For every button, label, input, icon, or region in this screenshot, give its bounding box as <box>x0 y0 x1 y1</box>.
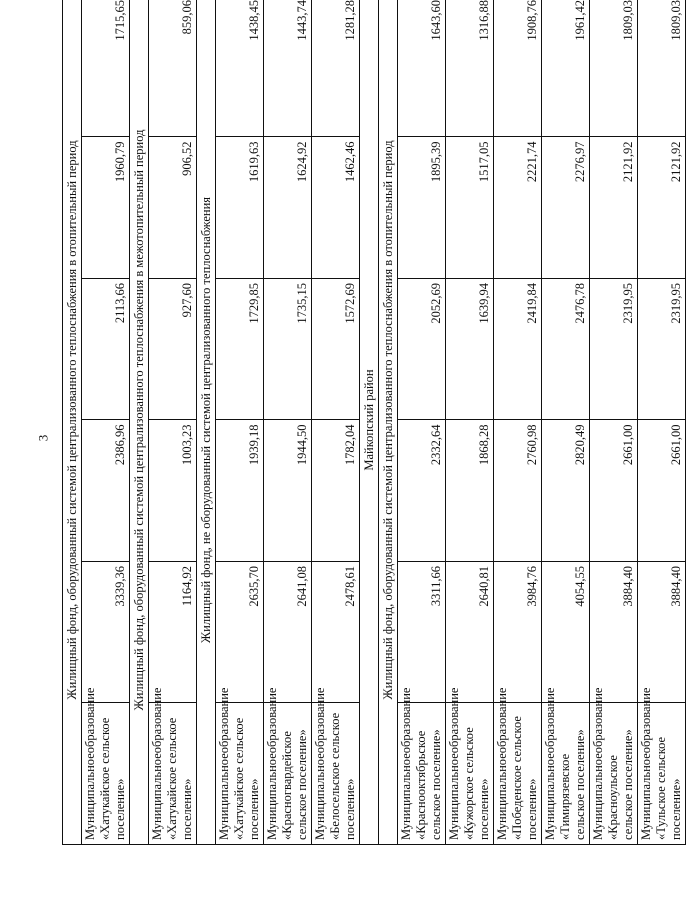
table-row <box>216 0 264 845</box>
rotated-table-container <box>62 0 683 845</box>
section-title: Жилищный фонд, оборудованный системой централизованного теплоснабжения в отопительный период <box>379 0 398 845</box>
name-word: образование <box>639 687 653 754</box>
value-cell: 2121,92 <box>638 137 686 279</box>
name-word: образование <box>83 687 97 754</box>
value-cell: 1643,60 <box>398 0 446 137</box>
value-cell: 1443,74 <box>264 0 312 137</box>
name-word: образование <box>447 687 461 754</box>
section-title: Жилищный фонд, оборудованный системой централизованного теплоснабжения в отопительный период <box>63 0 82 845</box>
name-word: Муниципальное <box>591 753 605 840</box>
section-header-row <box>130 0 149 845</box>
value-cell: 2661,00 <box>590 420 638 562</box>
value-cell: 2476,78 <box>542 279 590 421</box>
value-cell: 2121,92 <box>590 137 638 279</box>
value-cell: 2221,74 <box>494 137 542 279</box>
value-cell: 2386,96 <box>82 420 130 562</box>
value-cell: 2276,97 <box>542 137 590 279</box>
value-cell: 2661,00 <box>638 420 686 562</box>
name-word: образование <box>265 687 279 754</box>
value-cell: 1729,85 <box>216 279 264 421</box>
table-row <box>149 0 197 845</box>
value-cell: 1809,03 <box>590 0 638 137</box>
value-cell: 859,06 <box>149 0 197 137</box>
section-title: Жилищный фонд, оборудованный системой централизованного теплоснабжения в межотопительный период <box>130 0 149 845</box>
value-cell: 2052,69 <box>398 279 446 421</box>
value-cell: 2760,98 <box>494 420 542 562</box>
municipality-name-cell <box>638 687 686 845</box>
section-header-row <box>63 0 82 845</box>
name-word: Муниципальное <box>543 753 557 840</box>
value-cell: 1316,88 <box>446 0 494 137</box>
name-word: образование <box>399 687 413 754</box>
settlement-name: «Красноульское сельское поселение» <box>606 729 635 840</box>
municipality-name-cell <box>542 687 590 845</box>
municipality-name-cell <box>312 687 360 845</box>
value-cell: 1281,28 <box>312 0 360 137</box>
value-cell: 1895,39 <box>398 137 446 279</box>
municipality-name-cell <box>216 687 264 845</box>
table-body <box>63 0 686 845</box>
settlement-name: «Белосельское сельское поселение» <box>328 712 357 840</box>
value-cell: 1961,42 <box>542 0 590 137</box>
value-cell: 1809,03 <box>638 0 686 137</box>
settlement-name: «Хатукайское сельское поселение» <box>165 717 194 840</box>
value-cell: 1735,15 <box>264 279 312 421</box>
settlement-name: «Тульское сельское поселение» <box>654 736 683 840</box>
value-cell: 2820,49 <box>542 420 590 562</box>
value-cell: 1624,92 <box>264 137 312 279</box>
table-row <box>398 0 446 845</box>
value-cell: 1939,18 <box>216 420 264 562</box>
value-cell: 1003,23 <box>149 420 197 562</box>
value-cell: 906,52 <box>149 137 197 279</box>
table-row <box>82 0 130 845</box>
value-cell: 1944,50 <box>264 420 312 562</box>
value-cell: 2319,95 <box>590 279 638 421</box>
settlement-name: «Краснооктябрьское сельское поселение» <box>414 729 443 840</box>
municipality-name-cell <box>398 687 446 845</box>
settlement-name: «Тимирязевское сельское поселение» <box>558 729 587 840</box>
settlement-name: «Хатукайское сельское поселение» <box>98 717 127 840</box>
name-word: образование <box>217 687 231 754</box>
value-cell: 1164,92 <box>149 562 197 704</box>
municipality-name-cell <box>82 687 130 845</box>
name-word: Муниципальное <box>265 753 279 840</box>
value-cell: 2641,08 <box>264 562 312 704</box>
value-cell: 1715,65 <box>82 0 130 137</box>
settlement-name: «Победенское сельское поселение» <box>510 716 539 840</box>
table-row <box>312 0 360 845</box>
value-cell: 1960,79 <box>82 137 130 279</box>
value-cell: 1782,04 <box>312 420 360 562</box>
name-word: образование <box>591 687 605 754</box>
table-row <box>590 0 638 845</box>
value-cell: 3884,40 <box>590 562 638 704</box>
value-cell: 2419,84 <box>494 279 542 421</box>
section-title: Жилищный фонд, не оборудованный системой централизованного теплоснабжения <box>197 0 216 845</box>
name-word: образование <box>543 687 557 754</box>
value-cell: 3984,76 <box>494 562 542 704</box>
name-word: Муниципальное <box>639 753 653 840</box>
value-cell: 2640,81 <box>446 562 494 704</box>
name-word: образование <box>313 687 327 754</box>
table-row <box>542 0 590 845</box>
value-cell: 1462,46 <box>312 137 360 279</box>
name-word: Муниципальное <box>447 753 461 840</box>
value-cell: 2332,64 <box>398 420 446 562</box>
table-row <box>264 0 312 845</box>
settlement-name: «Хатукайское сельское поселение» <box>232 717 261 840</box>
table-row <box>446 0 494 845</box>
value-cell: 2478,61 <box>312 562 360 704</box>
settlement-name: «Красногвардейское сельское поселение» <box>280 729 309 840</box>
value-cell: 2113,66 <box>82 279 130 421</box>
municipality-name-cell <box>590 687 638 845</box>
value-cell: 1438,45 <box>216 0 264 137</box>
name-word: Муниципальное <box>217 753 231 840</box>
value-cell: 927,60 <box>149 279 197 421</box>
section-title: Майкопский район <box>360 0 379 845</box>
municipality-name-cell <box>494 687 542 845</box>
value-cell: 3311,66 <box>398 562 446 704</box>
value-cell: 1517,05 <box>446 137 494 279</box>
value-cell: 1639,94 <box>446 279 494 421</box>
value-cell: 4054,55 <box>542 562 590 704</box>
value-cell: 2319,95 <box>638 279 686 421</box>
name-word: Муниципальное <box>399 753 413 840</box>
value-cell: 3339,36 <box>82 562 130 704</box>
section-header-row <box>197 0 216 845</box>
value-cell: 1572,69 <box>312 279 360 421</box>
name-word: Муниципальное <box>150 753 164 840</box>
tariff-table <box>62 0 686 845</box>
value-cell: 1908,76 <box>494 0 542 137</box>
table-row <box>494 0 542 845</box>
section-header-row <box>360 0 379 845</box>
table-row <box>638 0 686 845</box>
page-number: 3 <box>35 434 51 442</box>
value-cell: 2635,70 <box>216 562 264 704</box>
municipality-name-cell <box>264 687 312 845</box>
municipality-name-cell <box>149 687 197 845</box>
municipality-name-cell <box>446 687 494 845</box>
name-word: Муниципальное <box>313 753 327 840</box>
value-cell: 1619,63 <box>216 137 264 279</box>
name-word: Муниципальное <box>495 753 509 840</box>
value-cell: 3884,40 <box>638 562 686 704</box>
section-header-row <box>379 0 398 845</box>
name-word: образование <box>495 687 509 754</box>
value-cell: 1868,28 <box>446 420 494 562</box>
settlement-name: «Кужорское сельское поселение» <box>462 727 491 840</box>
name-word: Муниципальное <box>83 753 97 840</box>
name-word: образование <box>150 687 164 754</box>
